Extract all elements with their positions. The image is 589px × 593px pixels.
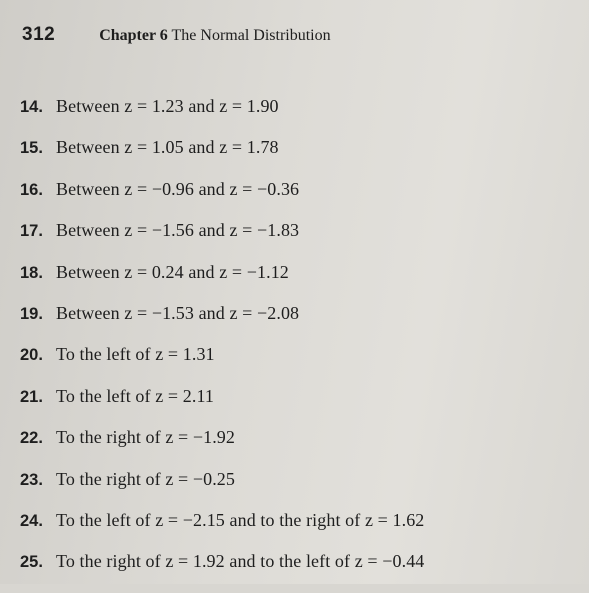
exercise-item xyxy=(20,344,580,385)
exercise-text: To the right of z = −0.25 xyxy=(56,468,236,489)
chapter-title: The Normal Distribution xyxy=(171,27,331,44)
exercise-text: Between z = −1.56 and z = −1.83 xyxy=(56,220,300,241)
exercise-item xyxy=(20,551,580,592)
exercise-number: 24. xyxy=(20,511,43,530)
exercise-text: Between z = 1.05 and z = 1.78 xyxy=(56,137,279,158)
exercise-text: To the right of z = 1.92 and to the left of z = −0.44 xyxy=(56,551,425,572)
exercise-text: To the left of z = 1.31 xyxy=(56,344,215,365)
exercise-item xyxy=(20,179,580,220)
page-header xyxy=(22,24,331,46)
exercise-list xyxy=(20,96,580,593)
page-number: 312 xyxy=(22,24,56,45)
exercise-text: Between z = −1.53 and z = −2.08 xyxy=(56,302,300,323)
exercise-number: 14. xyxy=(20,98,43,116)
exercise-number: 16. xyxy=(20,180,43,199)
exercise-number: 20. xyxy=(20,346,43,365)
exercise-text: Between z = 1.23 and z = 1.90 xyxy=(56,96,279,116)
exercise-text: To the left of z = 2.11 xyxy=(56,385,214,406)
chapter-heading xyxy=(99,27,330,45)
exercise-text: Between z = −0.96 and z = −0.36 xyxy=(56,178,300,199)
exercise-item xyxy=(20,427,580,468)
exercise-number: 19. xyxy=(20,304,43,323)
exercise-number: 15. xyxy=(20,139,43,158)
exercise-item xyxy=(20,510,580,551)
exercise-number: 21. xyxy=(20,387,43,406)
exercise-item xyxy=(20,137,580,178)
exercise-text: Between z = 0.24 and z = −1.12 xyxy=(56,261,289,282)
exercise-number: 17. xyxy=(20,222,43,241)
exercise-item xyxy=(20,220,580,261)
exercise-number: 22. xyxy=(20,429,43,448)
exercise-number: 18. xyxy=(20,263,43,282)
exercise-number: 23. xyxy=(20,470,43,489)
chapter-label: Chapter 6 xyxy=(99,27,168,44)
exercise-item xyxy=(20,469,580,510)
exercise-number: 25. xyxy=(20,553,43,572)
exercise-item xyxy=(20,262,580,303)
exercise-item xyxy=(20,386,580,427)
exercise-text: To the left of z = −2.15 and to the right of z = 1.62 xyxy=(56,509,425,530)
exercise-item xyxy=(20,96,580,137)
exercise-text: To the right of z = −1.92 xyxy=(56,427,236,448)
exercise-item xyxy=(20,303,580,344)
